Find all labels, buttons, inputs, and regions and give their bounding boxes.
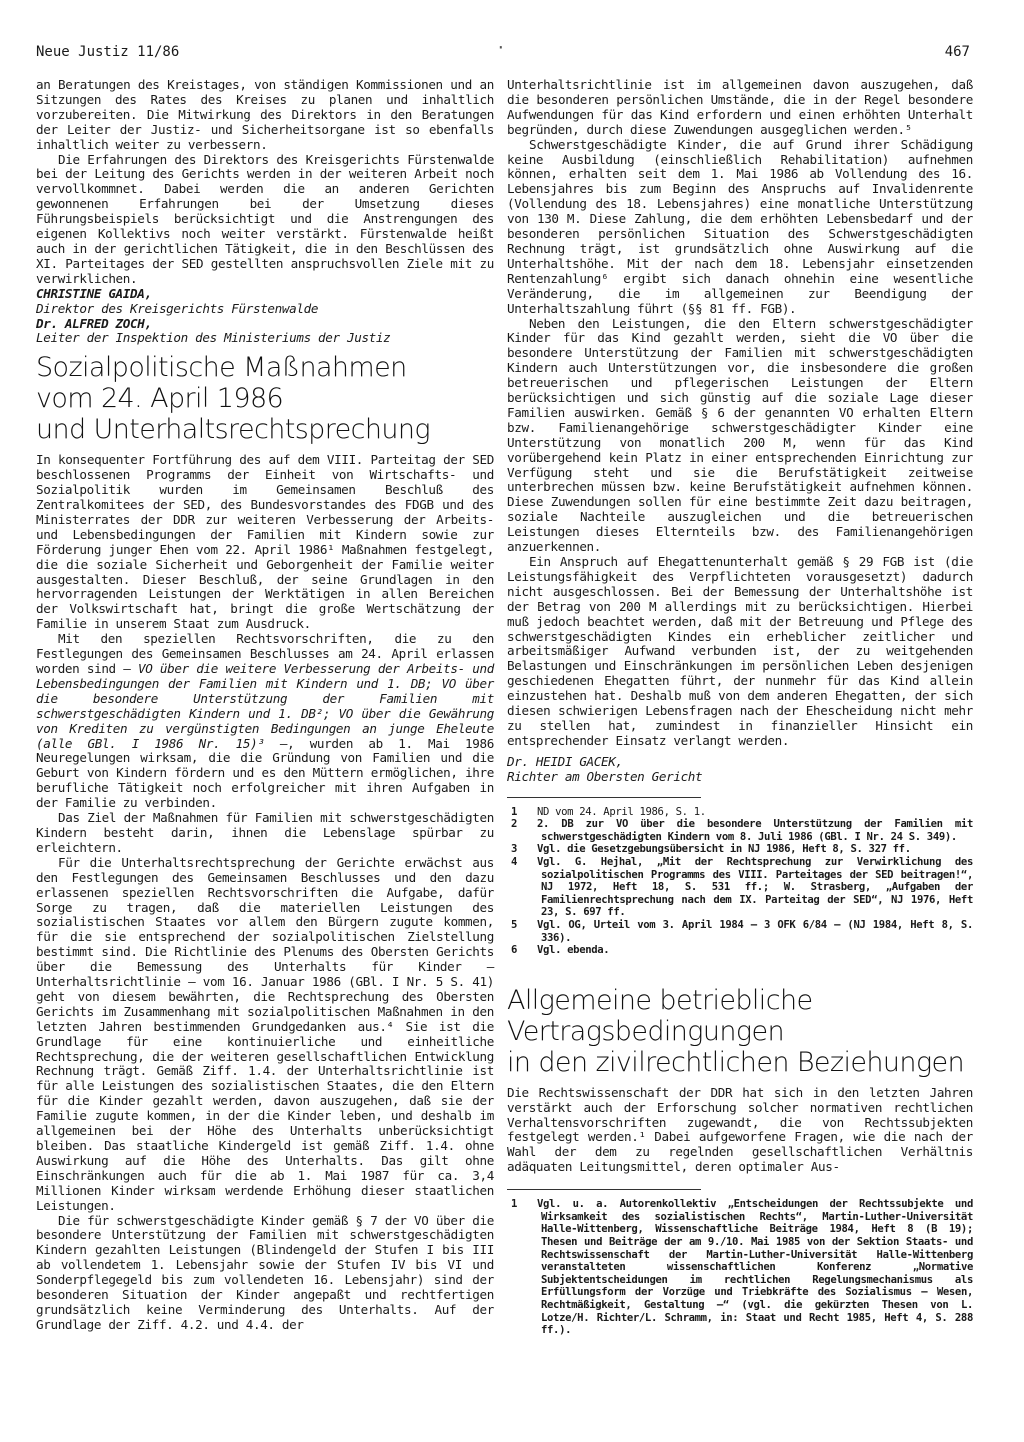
paragraph: an Beratungen des Kreistages, von ständigen Kommissionen und an Sitzungen des Rates des Kreises zu planen und inhaltlich vorzubereiten. Die Mitwirkung des Direktors in den Beratungen der Leiter der Justiz- und Sicherheitsorgane ist so ebenfalls inhaltlich weiter zu verbessern. [36,77,494,152]
paragraph: Ein Anspruch auf Ehegattenunterhalt gemäß § 29 FGB ist (die Leistungsfähigkeit des Verpflichteten vorausgesetzt) dadurch nicht ausgeschlossen. Bei der Bemessung der Unterhaltshöhe ist der Betrag von 200 M allerdings mit zu berücksichtigen. Hierbei muß jedoch beachtet werden, daß mit der Betreuung und Pflege des schwerstgeschädigten Kindes ein erheblicher zeitlicher und arbeitsmäßiger Aufwand verbunden ist, der zu weitgehenden Belastungen und Einschränkungen im persönlichen Leben desjenigen geschiedenen Ehegatten führt, der nunmehr für das Kind allein einzustehen hat. Deshalb muß von dem anderen Ehegatten, der sich diesen schwierigen Lebensfragen nach der Ehescheidung nicht mehr zu stellen hat, zumindest in finanzieller Hinsicht ein entsprechender Einsatz verlangt werden. [507,554,973,748]
signature-name: Dr. ALFRED ZOCH, [36,315,152,331]
paragraph: In konsequenter Fortführung des auf dem VIII. Parteitag der SED beschlossenen Programms der Einheit von Wirtschafts- und Sozialpolitik wurden im Gemeinsamen Beschluß des Zentralkomitees der SED, des Bundesvorstandes des FDGB und des Ministerrates der DDR zur weiteren Verbesserung der Arbeits- und Lebensbedingungen der Familien mit Kindern sowie zur Förderung junger Ehen vom 22. April 1986¹ Maßnahmen festgelegt, die die soziale Sicherheit und Geborgenheit der Familie weiter ausgestalten. Dieser Beschluß, der seine Grundlagen in den hervorragenden Leistungen der Werktätigen in allen Bereichen der Volkswirtschaft hat, bringt die große Wertschätzung der Familie in unserem Staat zum Ausdruck. [36,452,494,632]
signature-name: Dr. HEIDI GACEK, [507,753,623,769]
footnote: 4 Vgl. G. Hejhal, „Mit der Rechtsprechung zur Verwirklichung des sozialpolitischen Programms des VIII. Parteitages der SED beitragen!“, NJ 1972, Heft 18, S. 531 ff.; W. Strasberg, „Aufgaben der Familienrechtsprechung nach dem IX. Parteitag der SED“, NJ 1976, Heft 23, S. 697 ff. [511,855,973,919]
paragraph: Neben den Leistungen, die den Eltern schwerstgeschädigter Kinder für das Kind gezahlt werden, sieht die VO über die besondere Unterstützung der Familien mit schwerstgeschädigten Kindern auch Unterstützungen vor, die insbesondere die großen betreuerischen und pflegerischen Leistungen der Eltern berücksichtigen und sich günstig auf die soziale Lage dieser Familien auswirken. Gemäß § 6 der genannten VO erhalten Eltern bzw. Familienangehörige schwerstgeschädigter Kinder eine Unterstützung von monatlich 200 M, wenn für das Kind vorübergehend kein Platz in einer entsprechenden Einrichtung zur Verfügung steht und sie die Berufstätigkeit zeitweise unterbrechen müssen bzw. keine Berufstätigkeit aufnehmen können. Diese Zuwendungen sollen für eine bestimmte Zeit dazu beitragen, soziale Nachteile auszugleichen und die betreuerischen Leistungen dieses Elternteils bzw. des Familienangehörigen anzuerkennen. [507,315,973,555]
paragraph: Unterhaltsrichtlinie ist im allgemeinen davon auszugehen, daß die besonderen persönlichen Umstände, die in der Regel besondere Aufwendungen für das Kind erfordern und einen erhöhten Unterhalt begründen, durch diese Zuwendungen ausgeglichen werden.⁵ [507,77,973,137]
journal-issue: Neue Justiz 11/86 [36,44,180,60]
paragraph: Die Erfahrungen des Direktors des Kreisgerichts Fürstenwalde bei der Leitung des Gerichts werden in der weiteren Arbeit noch vervollkommnet. Dabei werden die an anderen Gerichten gewonnenen Erfahrungen bei der Umsetzung dieses Führungsbeispiels berücksichtigt und die Anstrengungen des eigenen Kollektivs noch weiter verstärkt. Fürstenwalde heißt auch in der gerichtlichen Tätigkeit, die in den Beschlüssen des XI. Parteitages der SED gestellten anspruchsvollen Ziele mit zu verwirklichen. [36,151,494,286]
regulation-citation: VO über die weitere Verbesserung der Arbeits- und Lebensbedingungen der Familien mit Kindern und 1. DB; VO über die besondere Unterstützung der Familien mit schwerstgeschädigten Kindern und 1. DB²; VO über die Gewährung von Krediten zu vergünstigten Bedingungen an junge Eheleute (alle GBl. I 1986 Nr. 15)³ [36,661,495,751]
footnote-text: ND vom 24. April 1986, S. 1. [537,805,706,818]
signature-role: Direktor des Kreisgerichts Fürstenwalde [36,300,319,316]
signature-role: Leiter der Inspektion des Ministeriums der Justiz [36,330,391,346]
article-title-line: vom 24. April 1986 [36,383,284,415]
footnote: 5 Vgl. OG, Urteil vom 3. April 1984 — 3 OFK 6/84 — (NJ 1984, Heft 8, S. 336). [511,918,973,944]
footnote-rule [507,1189,701,1190]
article-title [36,352,494,445]
page-number: 467 [944,44,970,60]
signature-name: CHRISTINE GAIDA, [36,285,152,301]
footnote-text: Vgl. OG, Urteil vom 3. April 1984 — 3 OFK 6/84 — (NJ 1984, Heft 8, S. 336). [537,918,973,944]
header-mark: · [496,38,506,57]
running-header [36,38,970,68]
footnote-text: Vgl. ebenda. [537,944,610,957]
signature-role: Richter am Obersten Gericht [507,768,703,784]
paragraph: Für die Unterhaltsrechtsprechung der Gerichte erwächst aus den Festlegungen des Gemeinsamen Beschlusses und den dazu erlassenen speziellen Rechtsvorschriften die Aufgabe, dafür Sorge zu tragen, daß die materiellen Leistungen des sozialistischen Staates vor allem den Bürgern zugute kommen, für die sie entsprechend der sozialpolitischen Zielstellung bestimmt sind. Die Richtlinie des Plenums des Obersten Gerichts über die Bemessung des Unterhalts für Kinder — Unterhaltsrichtlinie — vom 16. Januar 1986 (GBl. I Nr. 5 S. 41) geht von diesem bewährten, die Rechtsprechung des Obersten Gerichts im Zusammenhang mit sozialpolitischen Maßnahmen in den letzten Jahren bestimmenden Grundgedanken aus.⁴ Sie ist die Grundlage für eine kontinuierliche und einheitliche Rechtsprechung, die der weiteren gesellschaftlichen Entwicklung Rechnung trägt. Gemäß Ziff. 1.4. der Unterhaltsrichtlinie ist für alle Leistungen des sozialistischen Staates, die den Eltern für die Kinder gezahlt werden, davon auszugehen, daß sie der Familie zugute kommen, in der die Kinder leben, und deshalb im allgemeinen bei der Höhe des Unterhalts unberücksichtigt bleiben. Das staatliche Kindergeld ist gemäß Ziff. 1.4. ohne Auswirkung auf die Höhe des Unterhalts. Das gilt ohne Einschränkungen auch für die ab 1. Mai 1987 für ca. 3,4 Millionen Kinder wirksam werdende Erhöhung dieser staatlichen Leistungen. [36,854,494,1213]
footnote: 2 2. DB zur VO über die besondere Unterstützung der Familien mit schwerstgeschädigten Kindern vom 8. Juli 1986 (GBl. I Nr. 24 S. 349). [511,818,973,843]
article-title-line: Vertragsbedingungen [507,1015,785,1047]
article-title-line: Sozialpolitische Maßnahmen [36,352,407,384]
paragraph [36,632,494,811]
paragraph: Das Ziel der Maßnahmen für Familien mit schwerstgeschädigten Kindern besteht darin, ihnen die Lebenslage spürbar zu erleichtern. [36,810,494,855]
footnote: 6 Vgl. ebenda. [511,944,610,957]
paragraph: Die für schwerstgeschädigte Kinder gemäß § 7 der VO über die besondere Unterstützung der Familien mit schwerstgeschädigten Kindern gezahlten Leistungen (Blindengeld der Stufen I bis III ab vollendetem 1. Lebensjahr sowie der Stufen IV bis VI und Sonderpflegegeld bis zum vollendeten 16. Lebensjahr) sind der besonderen Situation der Kinder angepaßt und rechtfertigen grundsätzlich keine Verminderung des Unterhalts. Auf der Grundlage der Ziff. 4.2. und 4.4. der [36,1212,494,1332]
footnote-text: Vgl. u. a. Autorenkollektiv „Entscheidungen der Rechtssubjekte und Wirksamkeit des sozialistischen Rechts“, Martin-Luther-Universität Halle-Wittenberg, Wissenschaftliche Beiträge 1984, Heft 8 (B 19); Thesen und Beiträge der am 9./10. Mai 1985 von der Sektion Staats- und Rechtswissenschaft der Martin-Luther-Universität Halle-Wittenberg veranstalteten wissenschaftlichen Konferenz „Normative Subjektentscheidungen im rechtlichen Regelungsmechanismus als Erfüllungsform der Vorzüge und Triebkräfte des Sozialismus — Wesen, Rechtmäßigkeit, Gestaltung —“ (vgl. die gekürzten Thesen von L. Lotze/H. Richter/L. Schramm, in: Staat und Recht 1985, Heft 4, S. 288 ff.). [537,1198,973,1337]
footnote: 3 Vgl. die Gesetzgebungsübersicht in NJ 1986, Heft 8, S. 327 ff. [511,843,911,856]
footnote-text: 2. DB zur VO über die besondere Unterstützung der Familien mit schwerstgeschädigten Kindern vom 8. Juli 1986 (GBl. I Nr. 24 S. 349). [537,818,973,843]
article-title-line: Allgemeine betriebliche [507,984,813,1016]
right-column [507,78,973,1337]
article-title-line: und Unterhaltsrechtsprechung [36,414,431,446]
paragraph: Die Rechtswissenschaft der DDR hat sich in den letzten Jahren verstärkt auch der Erforschung solcher normativen rechtlichen Verhaltensvorschriften zugewandt, die von Rechtssubjekten festgelegt werden.¹ Dabei aufgeworfene Fragen, wie die nach der Wahl der dem zu regelnden gesellschaftlichen Verhältnis adäquaten Leitungsmittel, deren optimaler Aus- [507,1084,973,1175]
footnote-text: Vgl. die Gesetzgebungsübersicht in NJ 1986, Heft 8, S. 327 ff. [537,843,911,856]
footnote-rule [507,797,701,798]
paragraph: Schwerstgeschädigte Kinder, die auf Grund ihrer Schädigung keine Ausbildung (einschließlich Rehabilitation) aufnehmen können, erhalten seit dem 1. Mai 1986 ab Vollendung des 16. Lebensjahres bis zum Beginn des Anspruchs auf Invalidenrente (Vollendung des 18. Lebensjahres) eine monatliche Unterstützung von 130 M. Diese Zahlung, die dem erhöhten Lebensbedarf und der besonderen persönlichen Situation des Schwerstgeschädigten Rechnung trägt, ist grundsätzlich ohne Auswirkung auf die Unterhaltshöhe. Mit der nach dem 18. Lebensjahr einsetzenden Rentenzahlung⁶ ergibt sich danach ohnehin eine wesentliche Veränderung, die im allgemeinen zur Beendigung der Unterhaltszahlung führt (§§ 81 ff. FGB). [507,136,973,316]
footnote: 1 Vgl. u. a. Autorenkollektiv „Entscheidungen der Rechtssubjekte und Wirksamkeit des sozialistischen Rechts“, Martin-Luther-Universität Halle-Wittenberg, Wissenschaftliche Beiträge 1984, Heft 8 (B 19); Thesen und Beiträge der am 9./10. Mai 1985 von der Sektion Staats- und Rechtswissenschaft der Martin-Luther-Universität Halle-Wittenberg veranstalteten wissenschaftlichen Konferenz „Normative Subjektentscheidungen im rechtlichen Regelungsmechanismus als Erfüllungsform der Vorzüge und Triebkräfte des Sozialismus — Wesen, Rechtmäßigkeit, Gestaltung —“ (vgl. die gekürzten Thesen von L. Lotze/H. Richter/L. Schramm, in: Staat und Recht 1985, Heft 4, S. 288 ff.). [511,1198,973,1337]
footnote: 1 ND vom 24. April 1986, S. 1. [511,805,706,818]
footnote-text: Vgl. G. Hejhal, „Mit der Rechtsprechung zur Verwirklichung des sozialpolitischen Programms des VIII. Parteitages der SED beitragen!“, NJ 1972, Heft 18, S. 531 ff.; W. Strasberg, „Aufgaben der Familienrechtsprechung nach dem IX. Parteitag der SED“, NJ 1976, Heft 23, S. 697 ff. [537,855,973,919]
paragraph-text: Mit den speziellen Rechtsvorschriften, die zu den Festlegungen des Gemeinsamen Beschlusses am 24. April erlassen worden sind — [36,631,494,676]
article-title-line: in den zivilrechtlichen Beziehungen [507,1046,965,1078]
article-title [507,985,973,1078]
paragraph-text: —, wurden ab 1. Mai 1986 Neuregelungen wirksam, die die Gründung von Familien und die Geburt von Kindern fördern und es den Müttern ermöglichen, ihre berufliche Tätigkeit noch erfolgreicher mit ihren Aufgaben in der Familie zu verbinden. [36,735,494,811]
left-column [36,78,494,1333]
